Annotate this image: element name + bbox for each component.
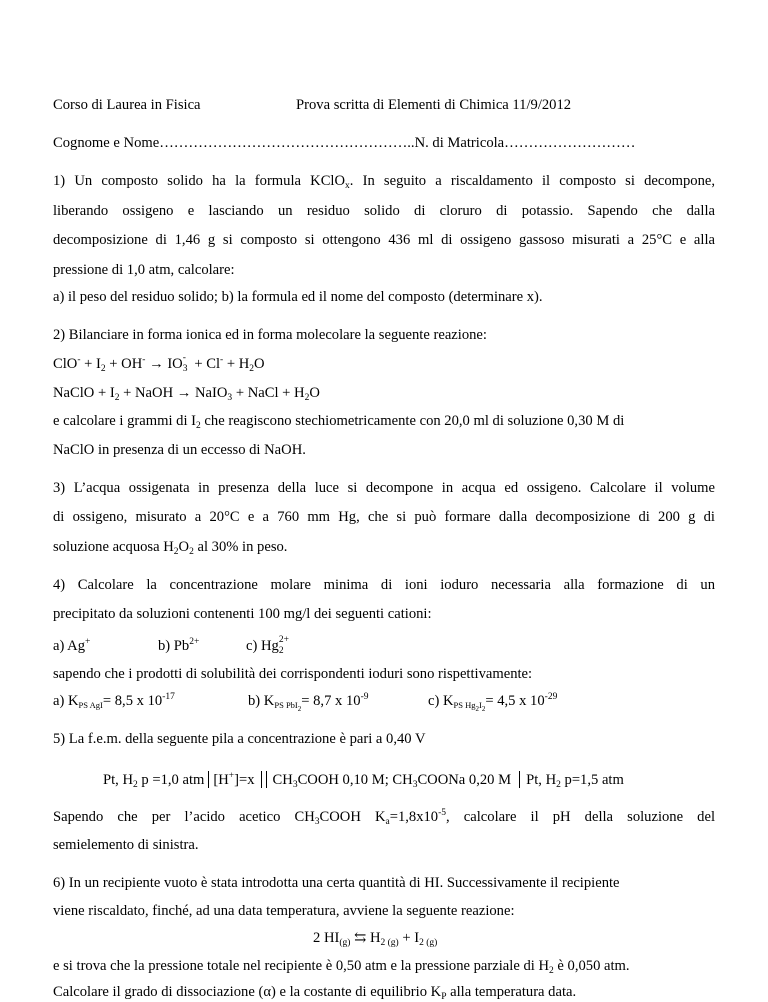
q2-line-2: NaClO in presenza di un eccesso di NaOH. bbox=[53, 442, 306, 458]
q4-line-3: sapendo che i prodotti di solubilità dei corrispondenti ioduri sono rispettivamente: bbox=[53, 666, 533, 682]
q2-ionic-equation: $ClO^- + I_2 + OH^-$ → IO - 3 + $Cl^- + H_2O$ bbox=[53, 353, 265, 374]
cell-phase-boundary bbox=[208, 771, 209, 788]
q6-line-4: Calcolare il grado di dissociazione (α) e la costante di equilibrio $K_P$ alla temperatura data. bbox=[53, 984, 577, 1002]
q3-line-2: di ossigeno, misurato a 20°C e a 760 mm Hg, che si può formare dalla decomposizione di 200 g di bbox=[53, 509, 715, 525]
name-field-line: Cognome e Nome……………………………………………..N. di Matricola……………………… bbox=[53, 135, 636, 151]
q2-line-1: e calcolare i grammi di $I_2$ che reagiscono stechiometricamente con 20,0 ml di soluzione 0,30 M di bbox=[53, 413, 625, 431]
q2-intro: 2) Bilanciare in forma ionica ed in forma molecolare la seguente reazione: bbox=[53, 327, 487, 343]
q2-molecular-equation: NaClO + $I_2$ + NaOH → NaIO$_3$ + NaCl + $H_2O$ bbox=[53, 385, 320, 403]
q1-line-1: 1) Un composto solido ha la formula KClO$_x$. In seguito a riscaldamento il composto si decompone, bbox=[53, 173, 715, 191]
q1-line-3: decomposizione di 1,46 g si composto si ottengono 436 ml di ossigeno gassoso misurati a 25°C e alla bbox=[53, 232, 715, 248]
q3-line-3: soluzione acquosa $H_2O_2$ al 30% in peso. bbox=[53, 539, 288, 557]
q5-line-1: 5) La f.e.m. della seguente pila a concentrazione è pari a 0,40 V bbox=[53, 731, 426, 747]
salt-bridge bbox=[261, 771, 267, 788]
cell-phase-boundary bbox=[519, 771, 520, 788]
q4-line-2: precipitato da soluzioni contenenti 100 mg/l dei seguenti cationi: bbox=[53, 606, 432, 622]
q5-line-2: Sapendo che per l’acido acetico $CH_3COOH$ $K_a=1,8x10^{-5}$, calcolare il pH della soluzione del bbox=[53, 808, 716, 827]
q1-line-5: a) il peso del residuo solido; b) la formula ed il nome del composto (determinare x). bbox=[53, 289, 543, 305]
course-title: Corso di Laurea in Fisica bbox=[53, 97, 201, 113]
q4-ksp-a: a) $K_{PS AgI}= 8,5$ x $10^{-17}$ bbox=[53, 692, 175, 710]
q4-ksp-b: b) $K_{PS PbI_2}= 8,7$ x $10^{-9}$ bbox=[248, 692, 369, 713]
q4-line-1: 4) Calcolare la concentrazione molare minima di ioni ioduro necessaria alla formazione di un bbox=[53, 577, 715, 593]
q4-ksp-c: c) $K_{PS Hg_2I_2}= 4,5$ x $10^{-29}$ bbox=[428, 692, 558, 713]
q6-line-1: 6) In un recipiente vuoto è stata introdotta una certa quantità di HI. Successivamente il recipiente bbox=[53, 875, 620, 891]
q4-cation-b: b) $Pb^{2+}$ bbox=[158, 637, 200, 654]
q6-line-3: e si trova che la pressione totale nel recipiente è 0,50 atm e la pressione parziale di $H_2$ è 0,050 atm. bbox=[53, 958, 630, 976]
q3-line-1: 3) L’acqua ossigenata in presenza della luce si decompone in acqua ed ossigeno. Calcolare il volume bbox=[53, 480, 715, 496]
q4-cation-a: a) Ag+ bbox=[53, 637, 91, 654]
q1-line-4: pressione di 1,0 atm, calcolare: bbox=[53, 262, 235, 278]
q1-line-2: liberando ossigeno e lasciando un residuo solido di cloruro di potassio. Sapendo che dalla bbox=[53, 203, 715, 219]
q6-equation: 2 $HI_{(g)}$ ⇆ $H_{2 (g)} + I_{2 (g)}$ bbox=[313, 930, 438, 948]
q5-line-3: semielemento di sinistra. bbox=[53, 837, 199, 853]
q6-line-2: viene riscaldato, finché, ad una data temperatura, avviene la seguente reazione: bbox=[53, 903, 515, 919]
q5-cell-diagram: Pt, $H_2$ p =1,0 atm [H+]=x $CH_3COOH$ 0,10 M; $CH_3COONa$ 0,20 M Pt, $H_2$ p=1,5 atm bbox=[103, 771, 624, 790]
q4-cation-c: c) Hg 2+ 2 bbox=[246, 635, 289, 656]
exam-title: Prova scritta di Elementi di Chimica 11/9/2012 bbox=[296, 97, 572, 113]
